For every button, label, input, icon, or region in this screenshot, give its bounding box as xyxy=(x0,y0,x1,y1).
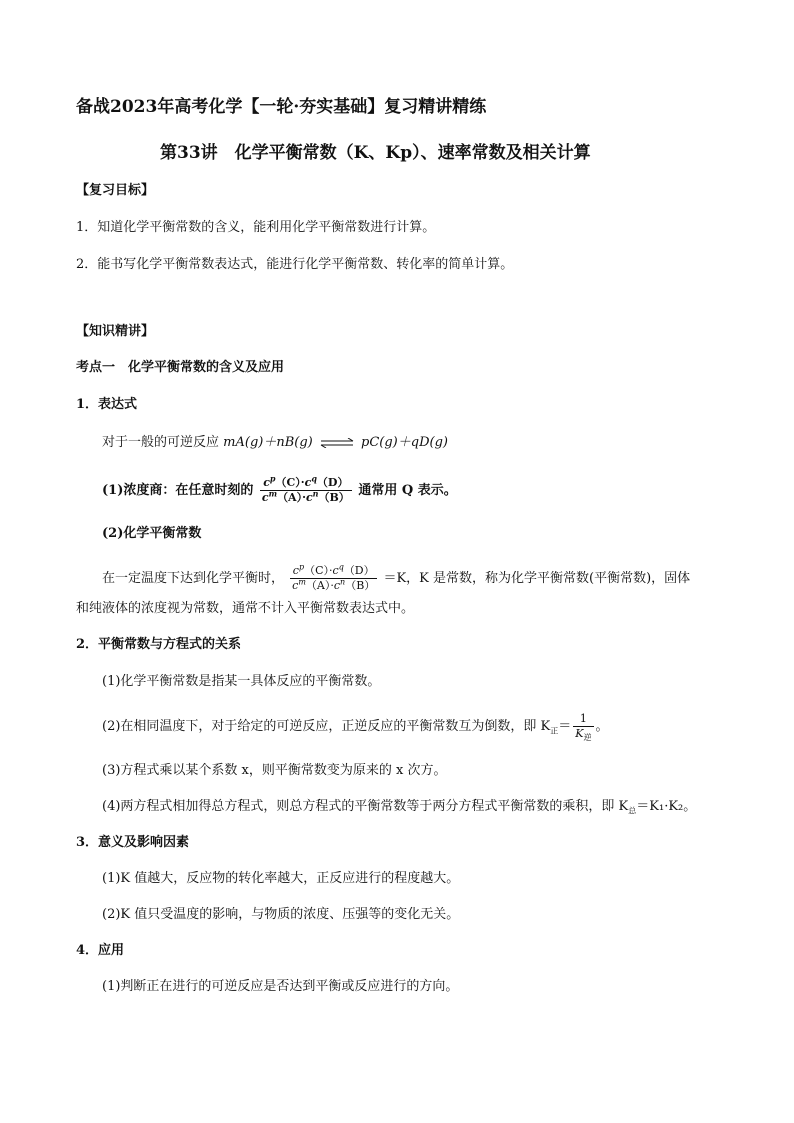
p4-end: ＝K₁·K₂。 xyxy=(636,799,697,814)
p2-sub-reverse: 逆 xyxy=(583,733,592,743)
section-3-p1: (1)K 值越大，反应物的转化率越大，正反应进行的程度越大。 xyxy=(102,871,460,886)
q-fraction xyxy=(260,473,352,505)
p4-sub-total: 总 xyxy=(628,806,637,816)
k-numerator: $c^p(C)\cdot c^q(D)$ xyxy=(290,564,377,579)
section-2-p4 xyxy=(102,798,696,816)
k-prefix: 在一定温度下达到化学平衡时， xyxy=(102,571,285,586)
section-3-p2: (2)K 值只受温度的影响，与物质的浓度、压强等的变化无关。 xyxy=(102,907,460,922)
reaction-right: pC(g)＋qD(g) xyxy=(361,435,448,450)
q-prefix: (1)浓度商：在任意时刻的 xyxy=(102,483,254,498)
section-2-p2 xyxy=(102,712,609,741)
k-definition-line xyxy=(102,564,690,593)
p2-end: 。 xyxy=(595,719,609,734)
reaction-line xyxy=(102,434,448,452)
q-numerator: $c^p(C)\cdot c^q(D)$ xyxy=(260,476,352,491)
p4-prefix: (4)两方程式相加得总方程式，则总方程式的平衡常数等于两分方程式平衡常数的乘积，即 K xyxy=(102,799,629,814)
reaction-prefix: 对于一般的可逆反应 xyxy=(102,435,220,450)
reciprocal-fraction xyxy=(573,712,593,741)
knowledge-heading: 【知识精讲】 xyxy=(76,324,155,339)
k-suffix: ＝K，K 是常数，称为化学平衡常数(平衡常数)，固体 xyxy=(383,571,691,586)
q-denominator: $c^m(A)\cdot c^n(B)$ xyxy=(261,488,350,504)
document-title: 备战2023年高考化学【一轮·夯实基础】复习精讲精练 xyxy=(76,97,487,117)
reciprocal-denominator xyxy=(573,727,593,741)
k-denominator: $c^m(A)\cdot c^n(B)$ xyxy=(292,577,376,592)
q-suffix: 通常用 Q 表示。 xyxy=(358,483,457,498)
section-2-p3: (3)方程式乘以某个系数 x，则平衡常数变为原来的 x 次方。 xyxy=(102,763,447,778)
reciprocal-numerator: 1 xyxy=(573,712,593,727)
goal-item-1: 1．知道化学平衡常数的含义，能利用化学平衡常数进行计算。 xyxy=(76,220,436,235)
section-2-heading: 2．平衡常数与方程式的关系 xyxy=(76,637,242,652)
k-definition-cont: 和纯液体的浓度视为常数，通常不计入平衡常数表达式中。 xyxy=(76,601,415,616)
lesson-title: 第33讲 化学平衡常数（K、Kp）、速率常数及相关计算 xyxy=(160,143,591,163)
k-heading: (2)化学平衡常数 xyxy=(102,526,202,541)
p2-prefix: (2)在相同温度下，对于给定的可逆反应，正逆反应的平衡常数互为倒数，即 K xyxy=(102,719,551,734)
p2-sub-forward: 正 xyxy=(550,726,559,736)
k-fraction xyxy=(290,564,377,593)
section-1-heading: 1．表达式 xyxy=(76,397,138,412)
reaction-left: mA(g)＋nB(g) xyxy=(223,435,313,450)
reaction-quotient-line xyxy=(102,473,457,505)
topic-title: 考点一 化学平衡常数的含义及应用 xyxy=(76,360,285,375)
goal-item-2: 2．能书写化学平衡常数表达式，能进行化学平衡常数、转化率的简单计算。 xyxy=(76,257,514,272)
section-2-p1: (1)化学平衡常数是指某一具体反应的平衡常数。 xyxy=(102,674,381,689)
p2-equals: ＝ xyxy=(558,719,572,734)
section-3-heading: 3．意义及影响因素 xyxy=(76,835,190,850)
section-4-p1: (1)判断正在进行的可逆反应是否达到平衡或反应进行的方向。 xyxy=(102,979,459,994)
equilibrium-arrow-icon xyxy=(320,438,354,448)
section-4-heading: 4．应用 xyxy=(76,943,125,958)
reciprocal-k: K xyxy=(575,727,584,740)
goals-heading: 【复习目标】 xyxy=(76,183,155,198)
